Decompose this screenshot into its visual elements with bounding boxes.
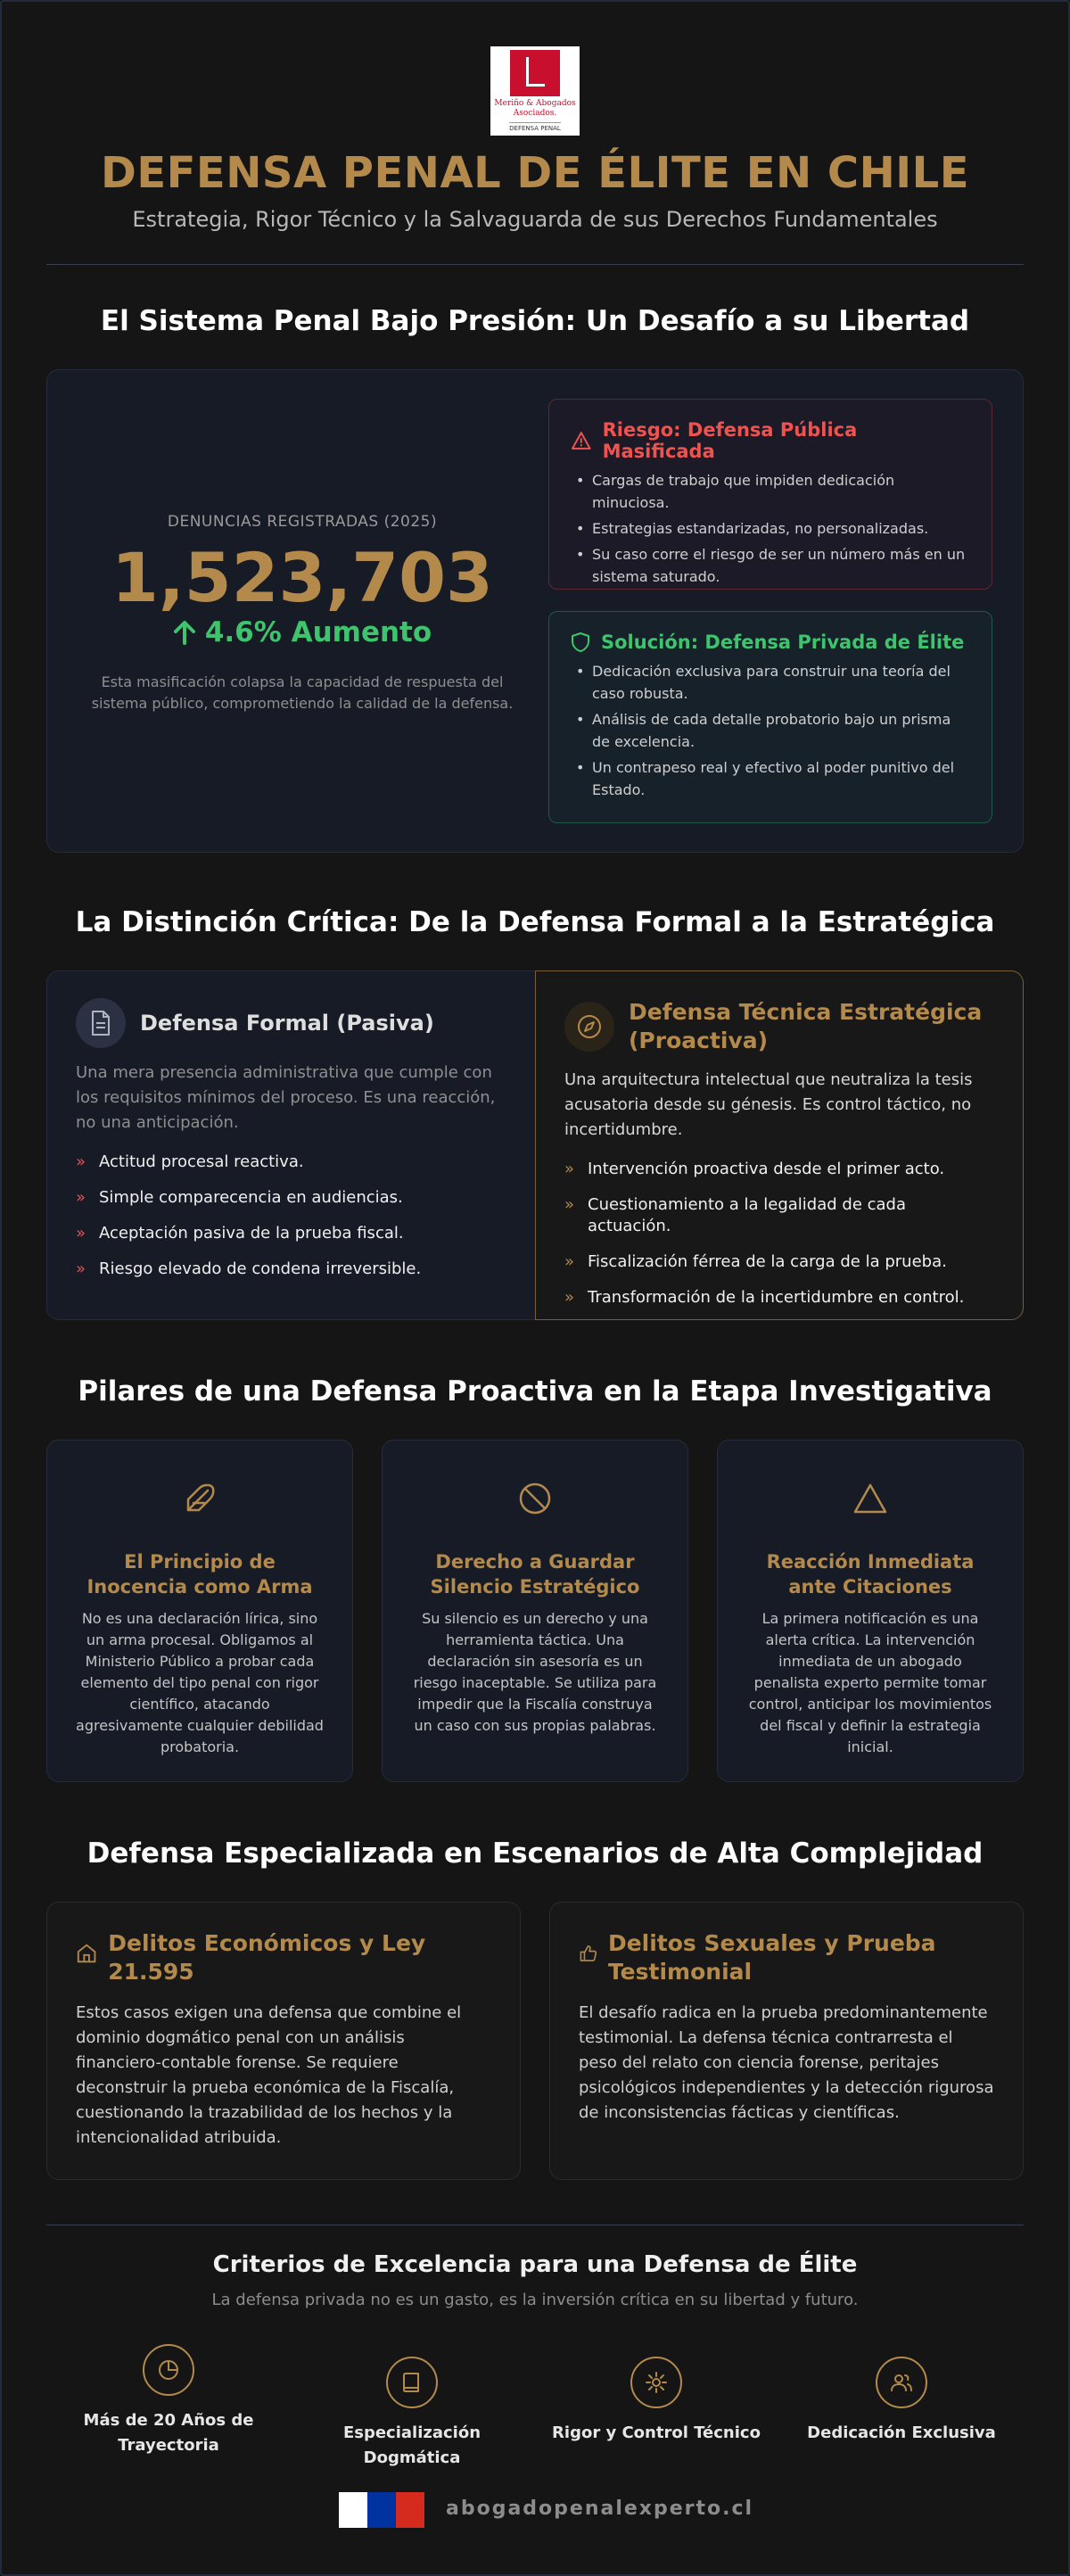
stat-note: Esta masificación colapsa la capacidad de respuesta del sistema público, comprometiendo la calidad de la defensa.: [91, 673, 514, 712]
stat-growth-text: 4.6% Aumento: [204, 616, 432, 648]
list-item: » Fiscalización férrea de la carga de la prueba.: [564, 1251, 994, 1273]
criteria-title: Criterios de Excelencia para una Defensa de Élite: [212, 2251, 858, 2278]
section-title-pillars: Pilares de una Defensa Proactiva en la Etapa Investigativa: [78, 1375, 992, 1408]
criteria-label: Especialización Dogmática: [342, 2423, 482, 2467]
gear-icon: [644, 2370, 669, 2395]
section-title-pressure: El Sistema Penal Bajo Presión: Un Desafío a su Libertad: [100, 305, 970, 337]
risk-card-title: Riesgo: Defensa Pública Masificada: [571, 419, 970, 462]
criteria-label: Más de 20 Años de Trayectoria: [83, 2411, 254, 2455]
list-item: • Dedicación exclusiva para construir una teoría del caso robusta.: [571, 660, 970, 705]
risk-list: [571, 469, 970, 588]
logo-tagline: DEFENSA PENAL: [509, 122, 561, 132]
stat-growth: [65, 616, 539, 648]
section-title-distinction: La Distinción Crítica: De la Defensa Formal a la Estratégica: [75, 906, 995, 938]
list-item: » Intervención proactiva desde el primer acto.: [564, 1159, 994, 1180]
specialized-card-title: Delitos Económicos y Ley 21.595: [108, 1930, 426, 1985]
book-icon: [399, 2370, 424, 2395]
formal-defense-title: Defensa Formal (Pasiva): [140, 1011, 434, 1036]
page-title: DEFENSA PENAL DE ÉLITE EN CHILE: [100, 148, 970, 198]
pie-chart-icon: [156, 2357, 181, 2382]
specialized-card: [549, 1902, 1024, 2180]
users-icon: [889, 2370, 914, 2395]
list-item: • Cargas de trabajo que impiden dedicación minuciosa.: [571, 469, 970, 514]
flag-stripe: [367, 2492, 396, 2528]
list-item: » Transformación de la incertidumbre en control.: [564, 1287, 994, 1309]
formal-defense-card: [46, 970, 535, 1320]
criteria-label: Dedicación Exclusiva: [807, 2423, 996, 2442]
divider: [46, 264, 1024, 265]
strategic-defense-title: Defensa Técnica Estratégica (Proactiva): [629, 999, 983, 1053]
solution-card-title: Solución: Defensa Privada de Élite: [571, 632, 970, 653]
strategic-defense-card: [535, 970, 1024, 1320]
list-item: » Aceptación pasiva de la prueba fiscal.: [76, 1223, 506, 1244]
pillar-title: Derecho a Guardar Silencio Estratégico: [430, 1551, 640, 1598]
list-item: » Simple comparecencia en audiencias.: [76, 1187, 506, 1209]
thumbs-up-icon: [579, 1942, 597, 1965]
list-item: » Cuestionamiento a la legalidad de cada actuación.: [564, 1194, 994, 1237]
list-item: • Un contrapeso real y efectivo al poder punitivo del Estado.: [571, 756, 970, 801]
criteria-subtitle: La defensa privada no es un gasto, es la inversión crítica en su libertad y futuro.: [211, 2291, 859, 2309]
risk-card: [548, 399, 992, 590]
warning-triangle-icon: [852, 1480, 889, 1517]
pillar-text: No es una declaración lírica, sino un arma procesal. Obligamos al Ministerio Público a probar cada elemento del tipo penal con rigor científico, atacando agresivamente cualquier debilidad probatoria.: [76, 1610, 324, 1755]
arrow-up-icon: [173, 620, 196, 645]
pillar-card: [717, 1440, 1024, 1782]
strategic-defense-list: [564, 1159, 994, 1309]
stat-value: 1,523,703: [111, 538, 493, 617]
building-icon: [76, 1942, 97, 1965]
pillar-title: El Principio de Inocencia como Arma: [86, 1551, 313, 1598]
section-title-specialized: Defensa Especializada en Escenarios de Alta Complejidad: [86, 1837, 984, 1870]
shield-icon: [571, 632, 590, 653]
list-item: • Su caso corre el riesgo de ser un número más en un sistema saturado.: [571, 543, 970, 588]
ban-icon: [516, 1480, 554, 1517]
pillar-text: La primera notificación es una alerta crítica. La intervención inmediata de un abogado penalista experto permite tomar control, anticipar los movimientos del fiscal y definir la estrategia inicial.: [748, 1610, 992, 1755]
list-item: » Riesgo elevado de condena irreversible.: [76, 1259, 506, 1280]
criteria-item: [295, 2357, 529, 2471]
criteria-item: [52, 2344, 285, 2458]
pillar-card: [382, 1440, 688, 1782]
list-item: • Análisis de cada detalle probatorio bajo un prisma de excelencia.: [571, 708, 970, 753]
feather-icon: [181, 1480, 218, 1517]
stat-block: [65, 513, 539, 714]
pillar-text: Su silencio es un derecho y una herramienta táctica. Una declaración sin asesoría es un riesgo inaceptable. Se utiliza para impedir que la Fiscalía construya un caso con sus propias palabras.: [413, 1610, 657, 1734]
criteria-label: Rigor y Control Técnico: [552, 2423, 761, 2442]
list-item: • Estrategias estandarizadas, no personalizadas.: [571, 517, 970, 540]
page-subtitle: Estrategia, Rigor Técnico y la Salvaguarda de sus Derechos Fundamentales: [132, 207, 938, 232]
pillar-title: Reacción Inmediata ante Citaciones: [766, 1551, 975, 1598]
specialized-card: [46, 1902, 521, 2180]
formal-defense-desc: Una mera presencia administrativa que cumple con los requisitos mínimos del proceso. Es una reacción, no una anticipación.: [76, 1063, 496, 1132]
firm-logo: [490, 46, 580, 136]
strategic-defense-desc: Una arquitectura intelectual que neutraliza la tesis acusatoria desde su génesis. Es control táctico, no incertidumbre.: [564, 1070, 973, 1139]
specialized-card-text: Estos casos exigen una defensa que combine el dominio dogmático penal con un análisis financiero-contable forense. Se requiere deconstruir la prueba económica de la Fiscalía, cuestionando la trazabilidad de los hechos y la intencionalidad atribuida.: [76, 2003, 462, 2147]
formal-defense-list: [76, 1152, 506, 1280]
solution-card: [548, 611, 992, 823]
logo-mark: [510, 50, 560, 96]
website-link[interactable]: abogadopenalexperto.cl: [446, 2498, 754, 2520]
list-item: » Actitud procesal reactiva.: [76, 1152, 506, 1173]
compass-icon: [564, 1002, 614, 1052]
pillar-card: [46, 1440, 353, 1782]
flag-stripe: [339, 2492, 367, 2528]
specialized-card-title: Delitos Sexuales y Prueba Testimonial: [607, 1930, 936, 1985]
flag-stripe: [396, 2492, 424, 2528]
criteria-item: [785, 2357, 1018, 2446]
warning-triangle-icon: [571, 431, 592, 450]
pressure-panel: [46, 369, 1024, 853]
solution-list: [571, 660, 970, 801]
stat-label: DENUNCIAS REGISTRADAS (2025): [167, 513, 438, 531]
logo-name: Meriño & Abogados Asociados.: [494, 99, 576, 118]
criteria-item: [539, 2357, 773, 2446]
document-icon: [76, 998, 126, 1048]
chile-flag: [339, 2492, 424, 2528]
specialized-card-text: El desafío radica en la prueba predominantemente testimonial. La defensa técnica contrarresta el peso del relato con ciencia forense, peritajes psicológicos independientes y la detección rigurosa de inconsistencias fácticas y científicas.: [579, 2003, 994, 2122]
